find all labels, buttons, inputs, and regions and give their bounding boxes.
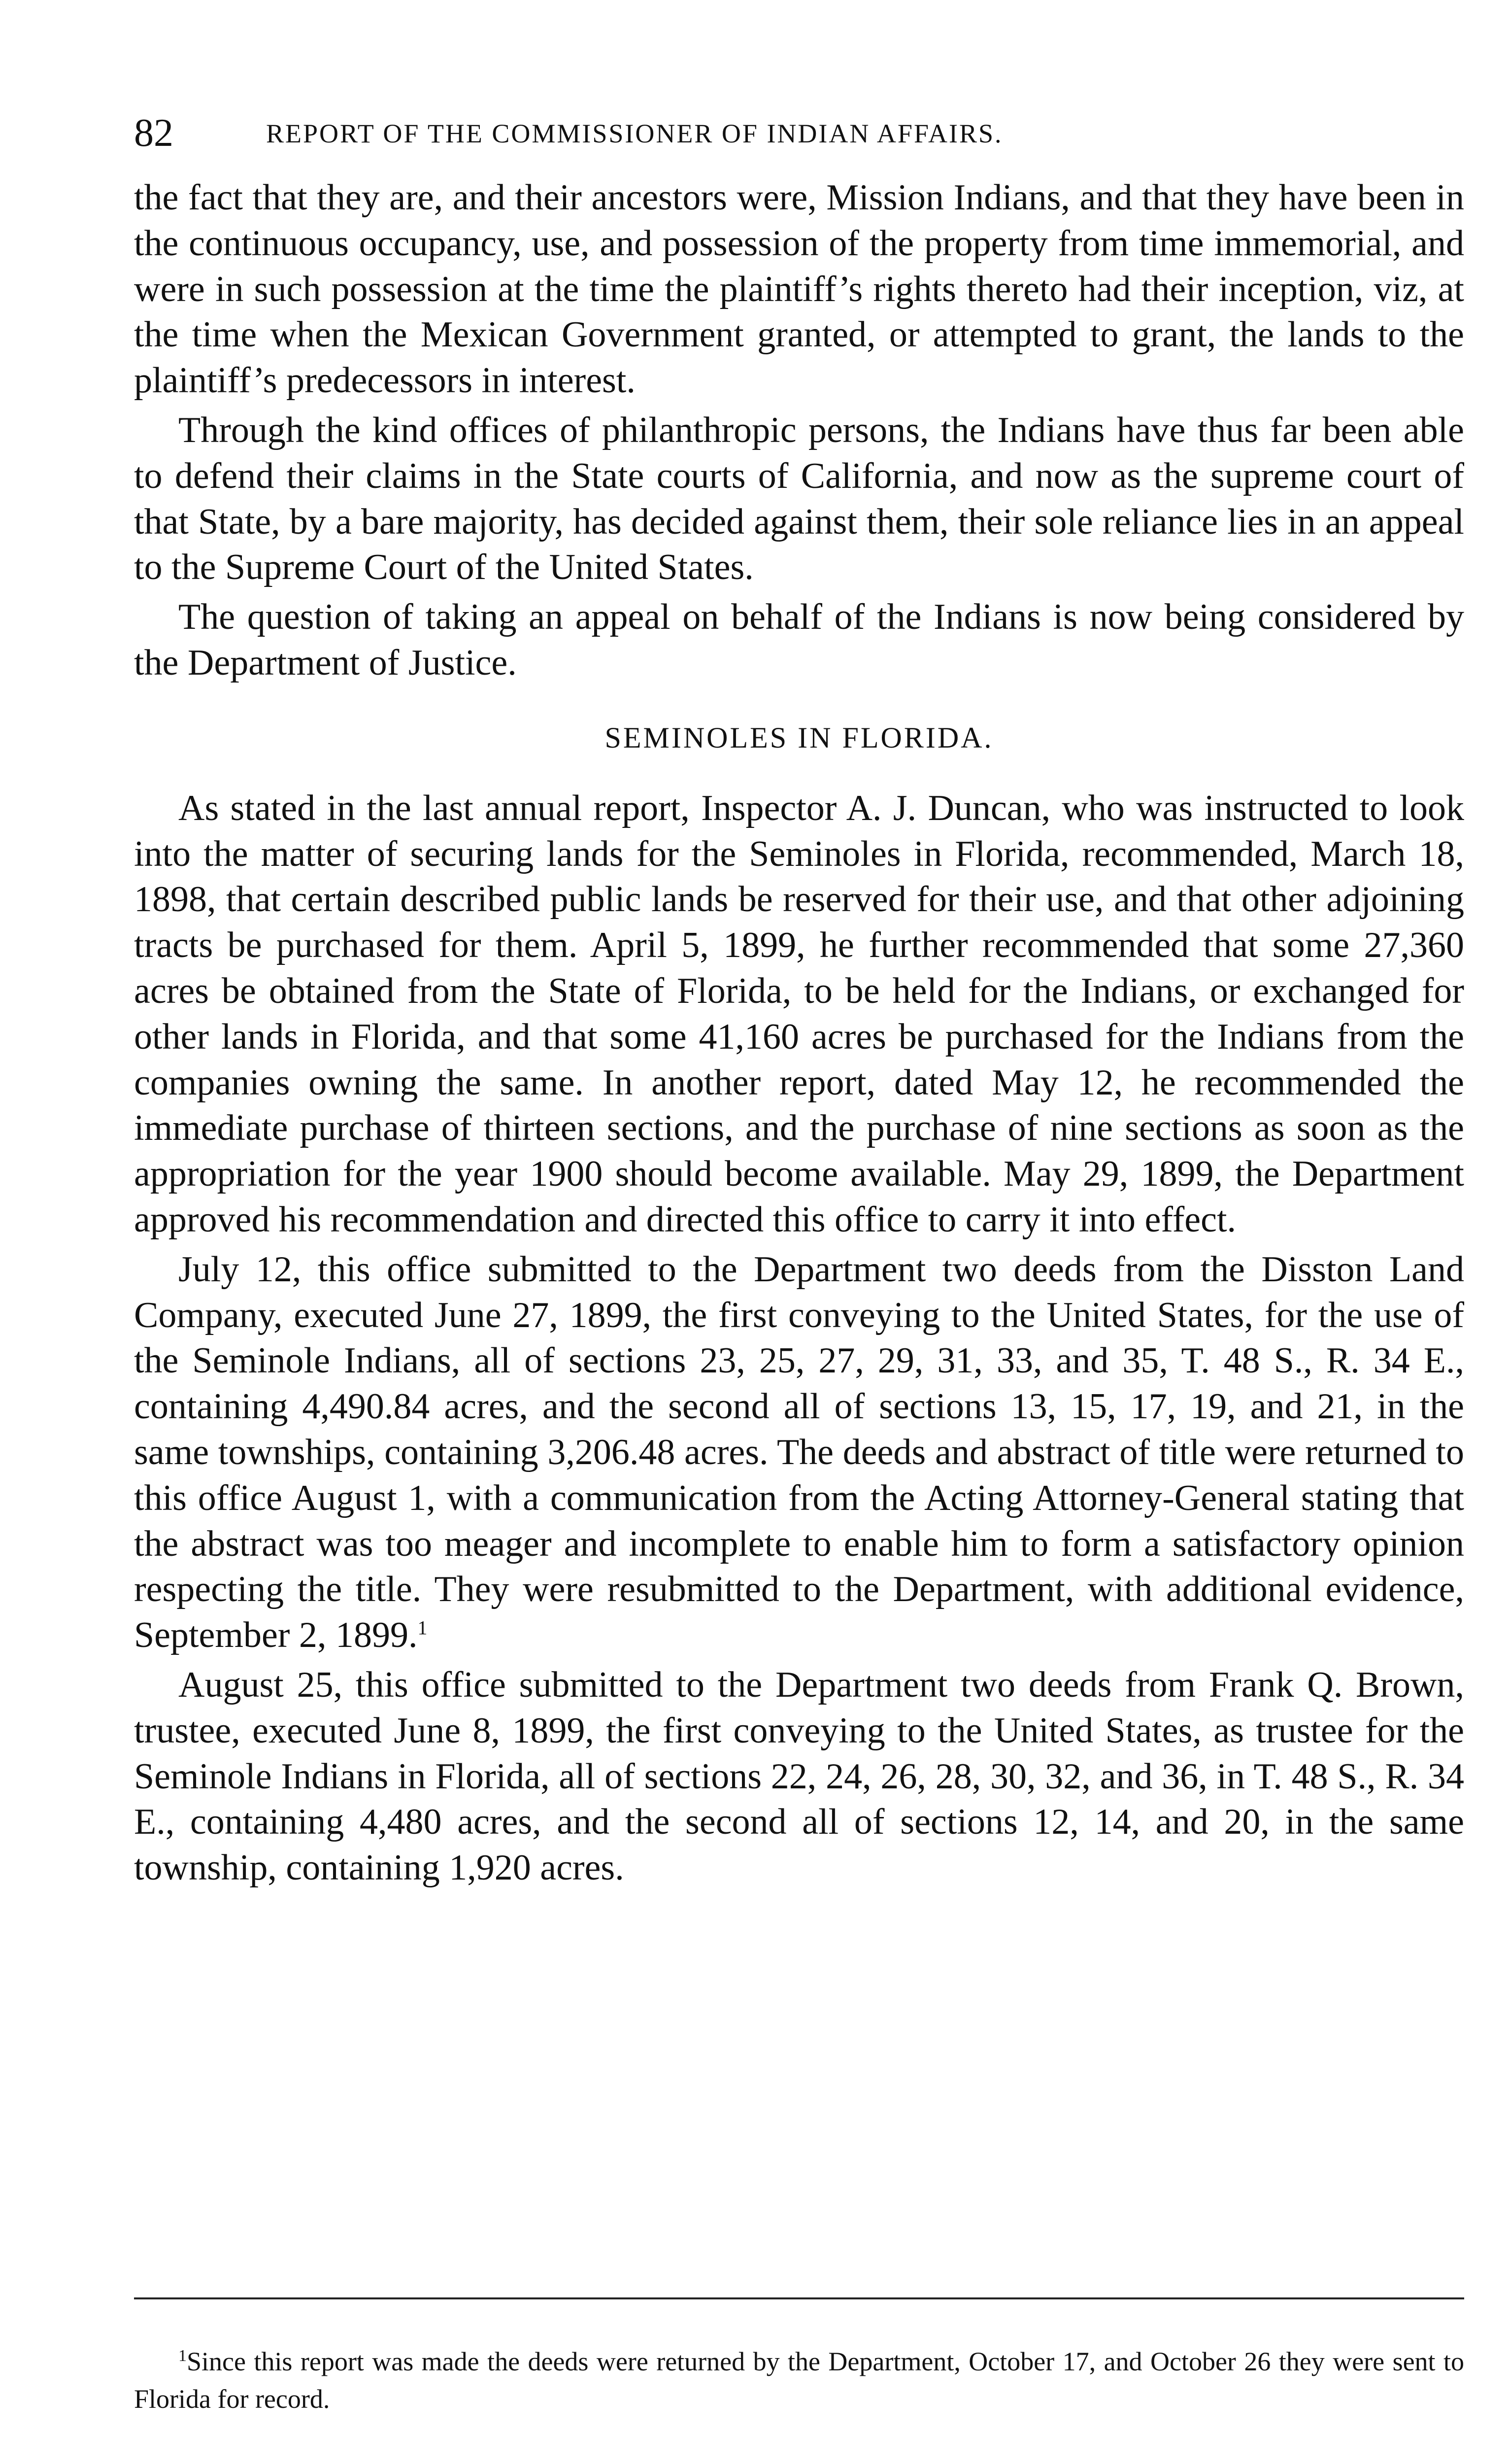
footnote-text: Since this report was made the deeds were returned by the Department, October 17, and October 26 they were sent to Florida for record. xyxy=(134,2347,1464,2414)
body-text xyxy=(134,175,1464,1891)
page-header xyxy=(134,106,1464,160)
footnote-reference: 1 xyxy=(417,1616,428,1639)
paragraph-duncan-report: As stated in the last annual report, Inspector A. J. Duncan, who was instructed to look into the matter of securing lands for the Seminoles in Florida, recommended, March 18, 1898, that certain described public lands be reserved for their use, and that other adjoining tracts be purchased for them. April 5, 1899, he further recommended that some 27,360 acres be obtained from the State of Florida, to be held for the Indians, or exchanged for other lands in Florida, and that some 41,160 acres be purchased for the Indians from the companies owning the same. In another report, dated May 12, he recommended the immediate purchase of thirteen sections, and the purchase of nine sections as soon as the appropriation for the year 1900 should become available. May 29, 1899, the Department approved his recommendation and directed this office to carry it into effect. xyxy=(134,787,1464,1240)
paragraph-disston-deeds xyxy=(134,1247,1464,1658)
paragraph-brown-deeds: August 25, this office submitted to the Department two deeds from Frank Q. Brown, trustee, executed June 8, 1899, the first conveying to the United States, as trustee for the Seminole Indians in Florida, all of sections 22, 24, 26, 28, 30, 32, and 36, in T. 48 S., R. 34 E., containing 4,480 acres, and the second all of sections 12, 14, and 20, in the same township, containing 1,920 acres. xyxy=(134,1664,1464,1888)
paragraph-mission-indians-continued: the fact that they are, and their ancestors were, Mission Indians, and that they have been in the continuous occupancy, use, and possession of the property from time immemorial, and were in such possession at the time the plaintiff’s rights thereto had their inception, viz, at the time when the Mexican Government granted, or attempted to grant, the lands to the plaintiff’s predecessors in interest. xyxy=(134,177,1464,401)
footnote-divider xyxy=(134,2297,1464,2299)
section-heading-seminoles: SEMINOLES IN FLORIDA. xyxy=(604,721,994,754)
paragraph-appeal-question: The question of taking an appeal on behalf of the Indians is now being considered by the Department of Justice. xyxy=(134,597,1464,683)
paragraph-philanthropic-persons: Through the kind offices of philanthropic persons, the Indians have thus far been able to defend their claims in the State courts of California, and now as the supreme court of that State, by a bare majority, has decided against them, their sole reliance lies in an appeal to the Supreme Court of the United States. xyxy=(134,410,1464,588)
footnote xyxy=(134,2343,1464,2418)
paragraph-disston-deeds-text: July 12, this office submitted to the Department two deeds from the Disston Land Company, executed June 27, 1899, the first conveying to the United States, for the use of the Seminole Indians, all of sections 23, 25, 27, 29, 31, 33, and 35, T. 48 S., R. 34 E., containing 4,490.84 acres, and the second all of sections 13, 15, 17, 19, and 21, in the same townships, containing 3,206.48 acres. The deeds and abstract of title were returned to this office August 1, with a communication from the Acting Attorney-General stating that the abstract was too meager and incomplete to enable him to form a satisfactory opinion respecting the title. They were resubmitted to the Department, with additional evidence, September 2, 1899. xyxy=(134,1249,1464,1656)
running-head: REPORT OF THE COMMISSIONER OF INDIAN AFFAIRS. xyxy=(266,119,1003,148)
footnote-marker: 1 xyxy=(178,2347,187,2365)
page-number: 82 xyxy=(134,111,173,155)
